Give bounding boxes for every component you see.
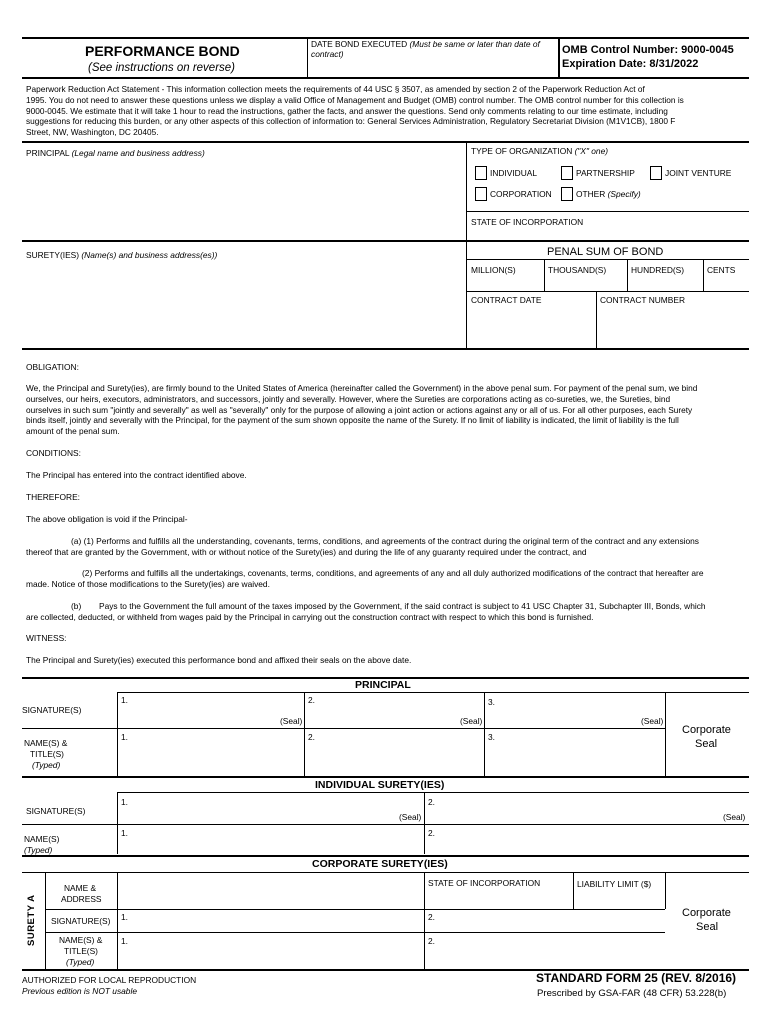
- principal-sig-1-number[interactable]: 1.: [121, 695, 128, 705]
- rule: [117, 692, 749, 693]
- state-incorporation-field[interactable]: STATE OF INCORPORATION: [471, 217, 584, 227]
- condition-a1-line2: thereof that are granted by the Government, with or without notice of the Surety(ies) and during the life of any guaranty required under the contract, and: [26, 547, 587, 557]
- divider: [45, 872, 46, 969]
- principal-names-label: NAME(S) &: [24, 738, 68, 748]
- principal-name-2-number[interactable]: 2.: [308, 732, 315, 742]
- condition-b-line2: are collected, deducted, or withheld from wages paid by the Principal in carrying out the construction contract with respect to which this bond is furnished.: [26, 612, 594, 622]
- principal-titles-label: TITLE(S): [30, 749, 64, 759]
- seal-label: (Seal): [723, 812, 746, 822]
- penal-sum-title: PENAL SUM OF BOND: [547, 246, 664, 258]
- divider: [424, 872, 425, 969]
- principal-typed-label: (Typed): [32, 760, 61, 770]
- divider: [544, 259, 545, 291]
- corporate-surety-title: CORPORATE SURETY(IES): [312, 858, 448, 870]
- condition-a1-line1: (a) (1) Performs and fulfills all the understanding, covenants, terms, conditions, and agreements of the contract during the original term of the contract and any extensions: [71, 536, 699, 546]
- individual-sig-1-number[interactable]: 1.: [121, 797, 128, 807]
- divider: [665, 872, 666, 909]
- seal-label: (Seal): [641, 716, 664, 726]
- divider: [466, 141, 467, 349]
- individual-typed-label: (Typed): [24, 845, 53, 855]
- divider: [307, 37, 308, 78]
- corp-names-label: NAME(S) &: [59, 935, 103, 945]
- individual-name-1-number[interactable]: 1.: [121, 828, 128, 838]
- seal-label: (Seal): [280, 716, 303, 726]
- form-number: STANDARD FORM 25 (REV. 8/2016): [536, 971, 737, 985]
- joint-venture-label: JOINT VENTURE: [665, 168, 732, 178]
- rule: [22, 872, 749, 873]
- form-subtitle: (See instructions on reverse): [88, 62, 236, 74]
- corp-name-label: NAME &: [64, 883, 97, 893]
- cents-field[interactable]: CENTS: [707, 265, 736, 275]
- contract-number-field[interactable]: CONTRACT NUMBER: [600, 295, 685, 305]
- partnership-checkbox[interactable]: [561, 166, 573, 180]
- divider: [665, 692, 666, 776]
- omb-control-number: OMB Control Number: 9000-0045: [562, 44, 734, 56]
- principal-signature-label: SIGNATURE(S): [22, 705, 82, 715]
- rule: [466, 291, 749, 292]
- date-executed-label: DATE BOND EXECUTED: [311, 39, 408, 49]
- individual-sig-2-number[interactable]: 2.: [428, 797, 435, 807]
- divider: [627, 259, 628, 291]
- principal-name-3-number[interactable]: 3.: [488, 732, 495, 742]
- divider: [424, 792, 425, 854]
- hundred-field[interactable]: HUNDRED(S): [631, 265, 685, 275]
- corp-sig-1-number[interactable]: 1.: [121, 912, 128, 922]
- conditions-heading: CONDITIONS:: [26, 448, 81, 458]
- corp-corporate-seal: Corporate: [682, 907, 731, 919]
- form-title: PERFORMANCE BOND: [85, 43, 240, 59]
- expiration-date: Expiration Date: 8/31/2022: [562, 58, 699, 70]
- partnership-label: PARTNERSHIP: [576, 168, 635, 178]
- corp-name-1-number[interactable]: 1.: [121, 936, 128, 946]
- condition-a2-line1: (2) Performs and fulfills all the undertakings, covenants, terms, conditions, and agreements of any and all duly authorized modifications of the contract that hereafter are: [82, 568, 704, 578]
- org-type-label: TYPE OF ORGANIZATION ("X" one): [471, 146, 609, 156]
- corp-name-2-number[interactable]: 2.: [428, 936, 435, 946]
- principal-sig-2-number[interactable]: 2.: [308, 695, 315, 705]
- divider: [558, 37, 560, 78]
- corp-address-label: ADDRESS: [61, 894, 102, 904]
- million-field[interactable]: MILLION(S): [471, 265, 516, 275]
- corporate-seal-word: Seal: [695, 738, 718, 750]
- divider: [117, 792, 118, 854]
- corp-signature-label: SIGNATURE(S): [51, 916, 111, 926]
- individual-label: INDIVIDUAL: [490, 168, 538, 178]
- principal-sig-3-number[interactable]: 3.: [488, 697, 495, 707]
- seal-label: (Seal): [399, 812, 422, 822]
- witness-text: The Principal and Surety(ies) executed this performance bond and affixed their seals on the above date.: [26, 655, 412, 665]
- rule: [22, 776, 749, 778]
- contract-date-field[interactable]: CONTRACT DATE: [471, 295, 542, 305]
- surety-a-side-label: SURETY A: [26, 894, 37, 946]
- divider: [117, 872, 118, 969]
- divider: [304, 692, 305, 776]
- witness-heading: WITNESS:: [26, 633, 67, 643]
- rule: [22, 855, 749, 857]
- other-checkbox[interactable]: [561, 187, 573, 201]
- principal-section-title: PRINCIPAL: [355, 679, 411, 691]
- surety-label: SURETY(IES) (Name(s) and business address(es)): [26, 250, 218, 260]
- principal-name-1-number[interactable]: 1.: [121, 732, 128, 742]
- authorized-reproduction: AUTHORIZED FOR LOCAL REPRODUCTION: [22, 975, 197, 985]
- rule: [466, 211, 749, 212]
- void-text: The above obligation is void if the Principal-: [26, 514, 188, 524]
- principal-label: PRINCIPAL (Legal name and business address): [26, 148, 205, 158]
- individual-surety-title: INDIVIDUAL SURETY(IES): [315, 779, 445, 791]
- rule: [22, 348, 749, 350]
- individual-name-2-number[interactable]: 2.: [428, 828, 435, 838]
- previous-edition-note: Previous edition is NOT usable: [22, 986, 137, 996]
- joint-venture-checkbox[interactable]: [650, 166, 662, 180]
- rule: [22, 824, 749, 825]
- date-executed-field[interactable]: [311, 39, 540, 49]
- corporation-checkbox[interactable]: [475, 187, 487, 201]
- corp-titles-label: TITLE(S): [64, 946, 98, 956]
- divider: [484, 692, 485, 776]
- therefore-heading: THEREFORE:: [26, 492, 80, 502]
- thousand-field[interactable]: THOUSAND(S): [548, 265, 607, 275]
- seal-label: (Seal): [460, 716, 483, 726]
- corp-state-field[interactable]: STATE OF INCORPORATION: [428, 878, 541, 888]
- date-executed-note-2: contract): [311, 49, 344, 59]
- prescribed-by: Prescribed by GSA-FAR (48 CFR) 53.228(b): [537, 988, 727, 999]
- corp-sig-2-number[interactable]: 2.: [428, 912, 435, 922]
- divider: [573, 872, 574, 909]
- divider: [596, 291, 597, 349]
- rule: [117, 792, 749, 793]
- condition-b-line1: Pays to the Government the full amount of the taxes imposed by the Government, if the said contract is subject to 41 USC Chapter 31, Subchapter III, Bonds, which: [99, 601, 706, 611]
- obligation-heading: OBLIGATION:: [26, 362, 79, 372]
- rule: [22, 728, 665, 729]
- individual-signature-label: SIGNATURE(S): [26, 806, 86, 816]
- rule: [45, 909, 665, 910]
- rule: [466, 259, 749, 260]
- rule: [45, 932, 665, 933]
- conditions-text: The Principal has entered into the contract identified above.: [26, 470, 247, 480]
- other-label: OTHER (Specify): [576, 189, 641, 199]
- date-executed-note: (Must be same or later than date of: [409, 39, 540, 49]
- condition-a2-line2: made. Notice of those modifications to the Surety(ies) are waived.: [26, 579, 270, 589]
- individual-checkbox[interactable]: [475, 166, 487, 180]
- rule: [22, 77, 749, 79]
- divider: [703, 259, 704, 291]
- corporation-label: CORPORATION: [490, 189, 552, 199]
- corp-liability-field[interactable]: LIABILITY LIMIT ($): [577, 879, 652, 889]
- individual-names-label: NAME(S): [24, 834, 60, 844]
- corp-seal-word: Seal: [696, 921, 719, 933]
- corp-typed-label: (Typed): [66, 957, 95, 967]
- corporate-seal-label: Corporate: [682, 724, 731, 736]
- paperwork-statement: Paperwork Reduction Act Statement - This information collection meets the requirements of 44 USC § 3507, as amended by section 2 of the Paperwork Reduction Act of 1995. You do not need to answer these questions unless we display a valid Office of Management and Budget (OMB) control number. The OMB control number for this collection is 9000-0045. We estimate that it will take 1 hour to read the instructions, gather the facts, and answer the questions. Send only comments relating to our time estimate, including suggestions for reducing this burden, or any other aspects of this collection of information to: General Services Administration, Regulatory Secretariat Division (M1V1CB), 1800 F Street, NW, Washington, DC 20405.: [26, 84, 684, 138]
- obligation-text: We, the Principal and Surety(ies), are firmly bound to the United States of America (hereinafter called the Government) in the above penal sum. For payment of the penal sum, we bind ourselves, our heirs, executors, administrators, and successors, jointly and severally. However, where the Sureties are corporations acting as co-sureties, we, the Sureties, bind ourselves in such sum "jointly and severally" as well as "severally" only for the purpose of allowing a joint action or actions against any or all of us. For all other purposes, each Surety binds itself, jointly and severally with the Principal, for the payment of the sum shown opposite the name of the Surety. If no limit of liability is indicated, the limit of liability is the full amount of the penal sum.: [26, 383, 698, 437]
- divider: [117, 692, 118, 776]
- condition-b-label: (b): [71, 601, 82, 611]
